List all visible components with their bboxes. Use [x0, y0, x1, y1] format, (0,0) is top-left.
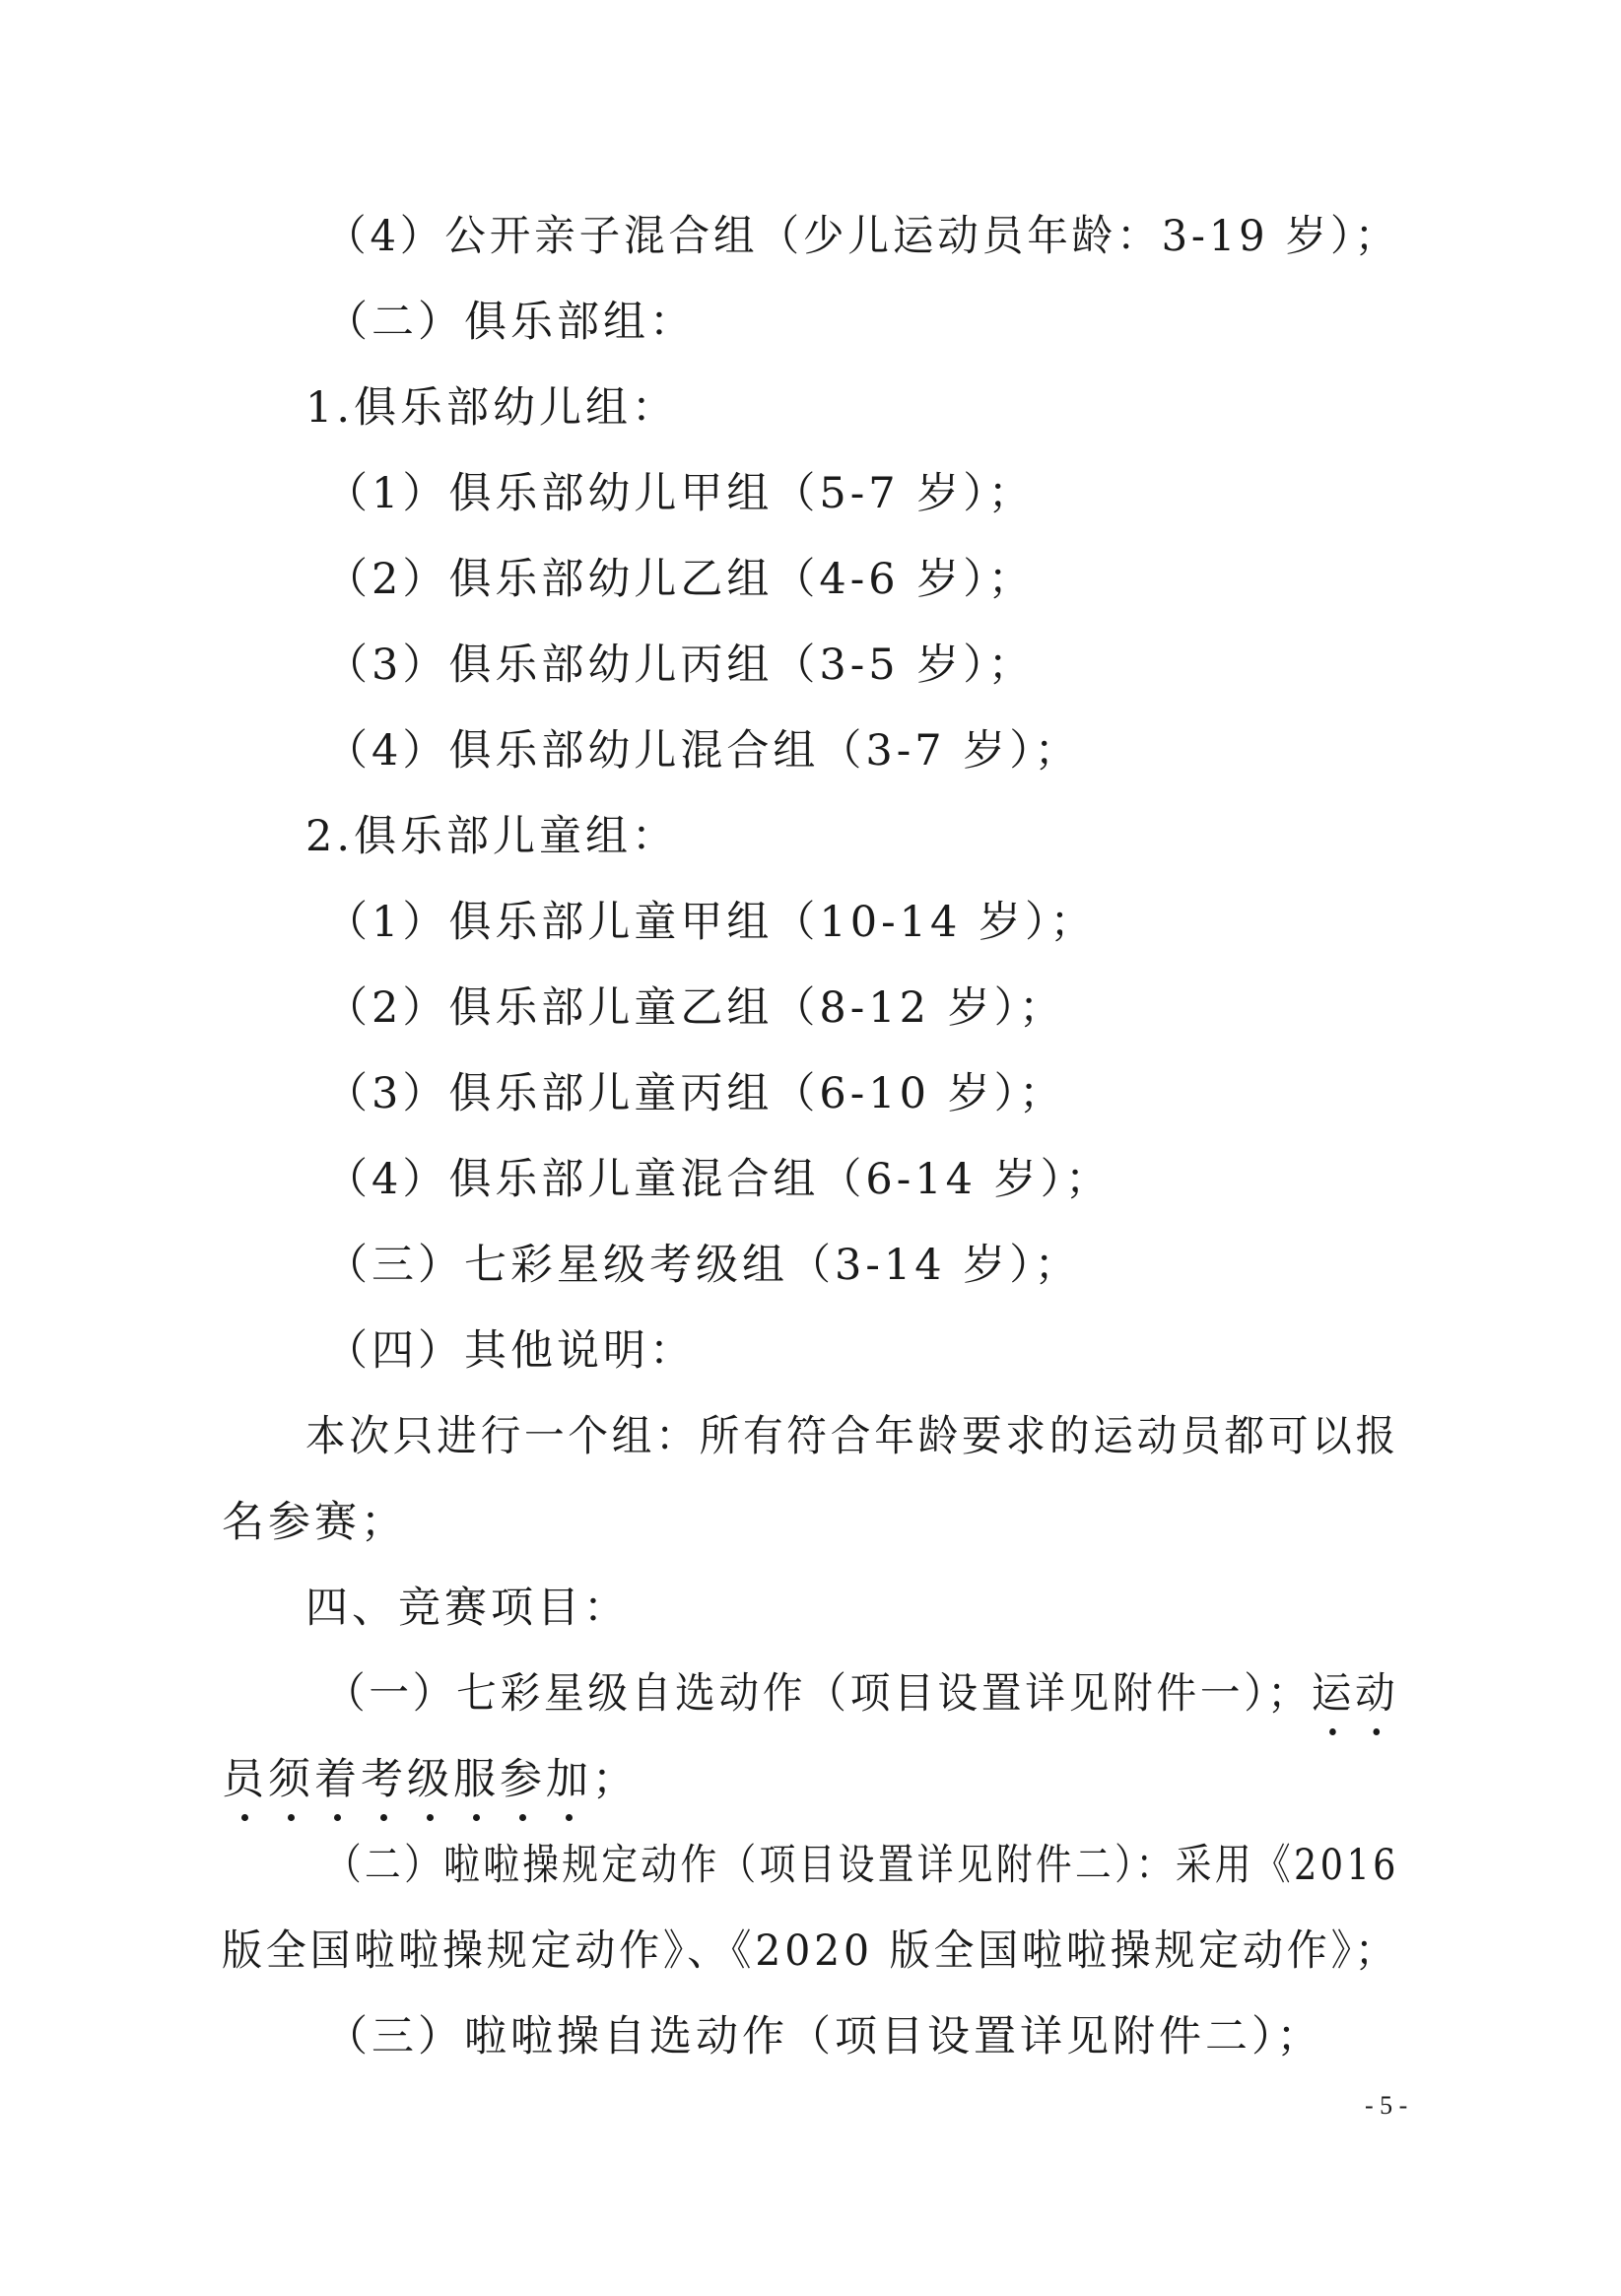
text-line: （二）俱乐部组： — [325, 298, 696, 347]
emphasis-char: 须 — [268, 1750, 314, 1809]
section-heading: 四、竞赛项目： — [305, 1584, 630, 1633]
emphasis-char: 员 — [222, 1750, 268, 1809]
text-line: 本次只进行一个组：所有符合年龄要求的运动员都可以报 — [305, 1412, 1400, 1461]
text-line: （4）俱乐部儿童混合组（6-14 岁）； — [325, 1155, 1113, 1204]
text-line: （2）俱乐部儿童乙组（8-12 岁）； — [325, 983, 1066, 1033]
emphasis-char: 运 — [1312, 1664, 1355, 1723]
emphasis-char: 级 — [407, 1750, 453, 1809]
text-line — [325, 1664, 1398, 1723]
page-number: - 5 - — [1365, 2091, 1408, 2120]
emphasis-char: 着 — [314, 1750, 361, 1809]
text-line: 2.俱乐部儿童组： — [305, 812, 679, 861]
text-line-punct: ； — [592, 1755, 639, 1804]
text-line: 1.俱乐部幼儿组： — [305, 383, 679, 433]
text-line: （4）俱乐部幼儿混合组（3-7 岁）； — [325, 726, 1081, 776]
text-line-main: （一）七彩星级自选动作（项目设置详见附件一）； — [325, 1669, 1312, 1719]
emphasis-char: 动 — [1355, 1664, 1398, 1723]
text-line: （2）俱乐部幼儿乙组（4-6 岁）； — [325, 555, 1035, 604]
emphasis-char: 服 — [453, 1750, 500, 1809]
text-line: （三）七彩星级考级组（3-14 岁）； — [325, 1241, 1081, 1290]
emphasis-char: 加 — [546, 1750, 592, 1809]
text-line: （4）公开亲子混合组（少儿运动员年龄：3-19 岁）； — [325, 212, 1400, 261]
emphasis-char: 考 — [361, 1750, 407, 1809]
text-line: （四）其他说明： — [325, 1326, 696, 1376]
emphasis-char: 参 — [500, 1750, 546, 1809]
emphasis-text — [1312, 1669, 1399, 1719]
text-line — [222, 1750, 639, 1809]
emphasis-text — [222, 1755, 592, 1804]
text-line: （二）啦啦操规定动作（项目设置详见附件二）：采用《2016 — [325, 1841, 1399, 1890]
text-line: （3）俱乐部儿童丙组（6-10 岁）； — [325, 1069, 1066, 1118]
text-line: （三）啦啦操自选动作（项目设置详见附件二）； — [325, 2012, 1323, 2061]
text-line: 版全国啦啦操规定动作》、《2020 版全国啦啦操规定动作》； — [222, 1926, 1399, 1976]
text-line: （1）俱乐部幼儿甲组（5-7 岁）； — [325, 469, 1035, 518]
text-line: （1）俱乐部儿童甲组（10-14 岁）； — [325, 898, 1097, 947]
text-line: 名参赛； — [222, 1498, 407, 1547]
text-line: （3）俱乐部幼儿丙组（3-5 岁）； — [325, 641, 1035, 690]
